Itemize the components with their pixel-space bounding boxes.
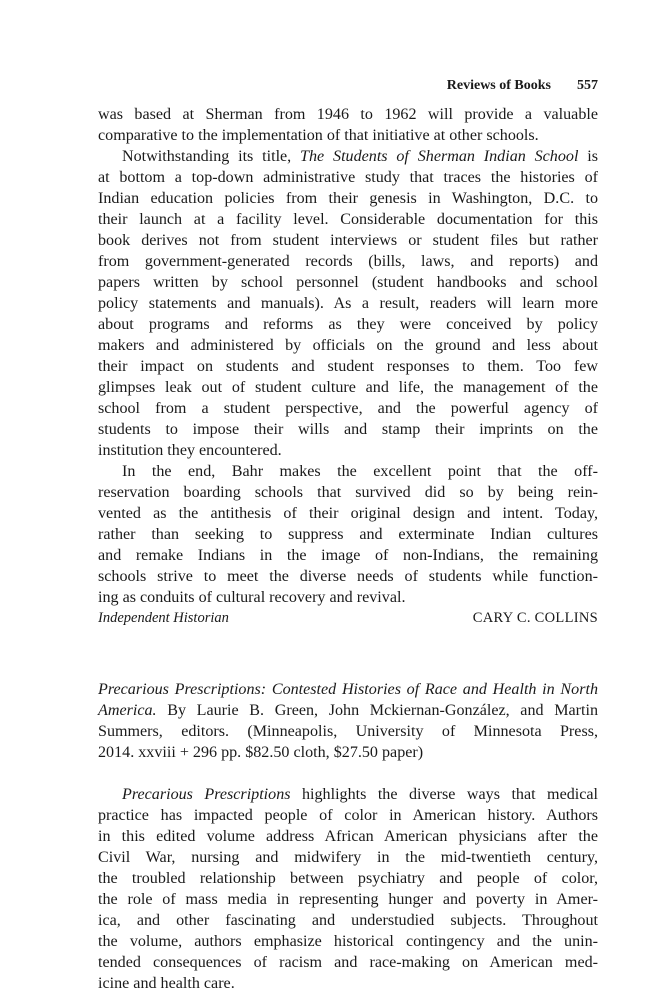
text-span: comparative to the implementation of that initiative at other schools.	[98, 127, 539, 144]
italic-text: Precarious Prescriptions: Contested Histories of Race and Health in North	[98, 681, 598, 698]
text-span: Summers, editors. (Minneapolis, University of Minnesota Press,	[98, 723, 598, 740]
text-line	[98, 524, 598, 545]
text-line	[98, 952, 598, 973]
reviewer-name: CARY C. COLLINS	[472, 610, 598, 626]
citation-line	[98, 721, 598, 742]
italic-text: America.	[98, 702, 157, 719]
text-line	[98, 461, 598, 482]
reviewer-affiliation: Independent Historian	[98, 610, 229, 626]
text-span: is	[578, 148, 599, 165]
text-line	[98, 503, 598, 524]
page-body	[98, 104, 598, 994]
text-span: from government-generated records (bills, laws, and reports) and	[98, 253, 598, 270]
text-span: the role of mass media in representing hunger and poverty in Amer-	[98, 891, 598, 908]
review-precarious-prescriptions-text	[98, 784, 598, 994]
text-line	[98, 314, 598, 335]
text-span: icine and health care.	[98, 975, 235, 992]
text-line	[98, 784, 598, 805]
text-span: the volume, authors emphasize historical contingency and the unin-	[98, 933, 598, 950]
text-line	[98, 587, 598, 608]
text-line	[98, 398, 598, 419]
journal-section-title: Reviews of Books	[446, 78, 551, 93]
text-span: at bottom a top-down administrative study that traces the histories of	[98, 169, 598, 186]
text-span: vented as the antithesis of their original design and intent. Today,	[98, 505, 598, 522]
text-span: papers written by school personnel (student handbooks and school	[98, 274, 598, 291]
text-span: students to impose their wills and stamp their imprints on the	[98, 421, 598, 438]
text-line	[98, 805, 598, 826]
citation-line	[98, 679, 598, 700]
text-line	[98, 931, 598, 952]
page-number: 557	[577, 78, 598, 93]
text-span: makers and administered by officials on the ground and less about	[98, 337, 598, 354]
review-collins-text	[98, 104, 598, 608]
text-span: ing as conduits of cultural recovery and revival.	[98, 589, 406, 606]
text-span: book derives not from student interviews or student files but rather	[98, 232, 598, 249]
text-line	[98, 973, 598, 994]
text-line	[98, 826, 598, 847]
text-span: their launch at a facility level. Considerable documentation for this	[98, 211, 598, 228]
text-span: school from a student perspective, and the powerful agency of	[98, 400, 598, 417]
text-line	[98, 230, 598, 251]
text-line	[98, 889, 598, 910]
text-line	[98, 910, 598, 931]
italic-text: The Students of Sherman Indian School	[300, 148, 579, 165]
text-line	[98, 104, 598, 125]
text-line	[98, 251, 598, 272]
text-line	[98, 188, 598, 209]
text-line	[98, 868, 598, 889]
italic-text: Precarious Prescriptions	[122, 786, 291, 803]
text-line	[98, 566, 598, 587]
text-line	[98, 209, 598, 230]
text-span: was based at Sherman from 1946 to 1962 will provide a valuable	[98, 106, 598, 123]
text-span: about programs and reforms as they were conceived by policy	[98, 316, 598, 333]
text-span: practice has impacted people of color in American history. Authors	[98, 807, 598, 824]
text-line	[98, 482, 598, 503]
text-line	[98, 335, 598, 356]
text-span: Civil War, nursing and midwifery in the mid-twentieth century,	[98, 849, 598, 866]
text-line	[98, 356, 598, 377]
text-span: schools strive to meet the diverse needs of students while function-	[98, 568, 598, 585]
text-span: rather than seeking to suppress and exterminate Indian cultures	[98, 526, 598, 543]
text-span: their impact on students and student responses to them. Too few	[98, 358, 598, 375]
text-span: institution they encountered.	[98, 442, 282, 459]
text-span: Notwithstanding its title,	[122, 148, 301, 165]
text-line	[98, 545, 598, 566]
text-line	[98, 125, 598, 146]
text-span: glimpses leak out of student culture and life, the management of the	[98, 379, 598, 396]
text-line	[98, 293, 598, 314]
text-span: Indian education policies from their genesis in Washington, D.C. to	[98, 190, 598, 207]
text-line	[98, 272, 598, 293]
text-span: 2014. xxviii + 296 pp. $82.50 cloth, $27.50 paper)	[98, 744, 424, 761]
citation-line	[98, 742, 598, 763]
text-span: ica, and other fascinating and understudied subjects. Throughout	[98, 912, 598, 929]
text-span: In the end, Bahr makes the excellent point that the off-	[122, 463, 598, 480]
text-span: highlights the diverse ways that medical	[290, 786, 598, 803]
text-span: reservation boarding schools that survived did so by being rein-	[98, 484, 598, 501]
text-line	[98, 419, 598, 440]
text-line	[98, 146, 598, 167]
text-span: By Laurie B. Green, John Mckiernan-González, and Martin	[156, 702, 598, 719]
text-line	[98, 440, 598, 461]
text-line	[98, 847, 598, 868]
text-line	[98, 377, 598, 398]
running-head	[98, 78, 598, 100]
text-span: in this edited volume address African American physicians after the	[98, 828, 598, 845]
review-signature	[98, 608, 598, 629]
book-citation	[98, 679, 598, 763]
text-span: policy statements and manuals). As a result, readers will learn more	[98, 295, 598, 312]
text-span: tended consequences of racism and race-making on American med-	[98, 954, 598, 971]
text-span: and remake Indians in the image of non-Indians, the remaining	[98, 547, 598, 564]
text-line	[98, 167, 598, 188]
citation-line	[98, 700, 598, 721]
text-span: the troubled relationship between psychiatry and people of color,	[98, 870, 598, 887]
